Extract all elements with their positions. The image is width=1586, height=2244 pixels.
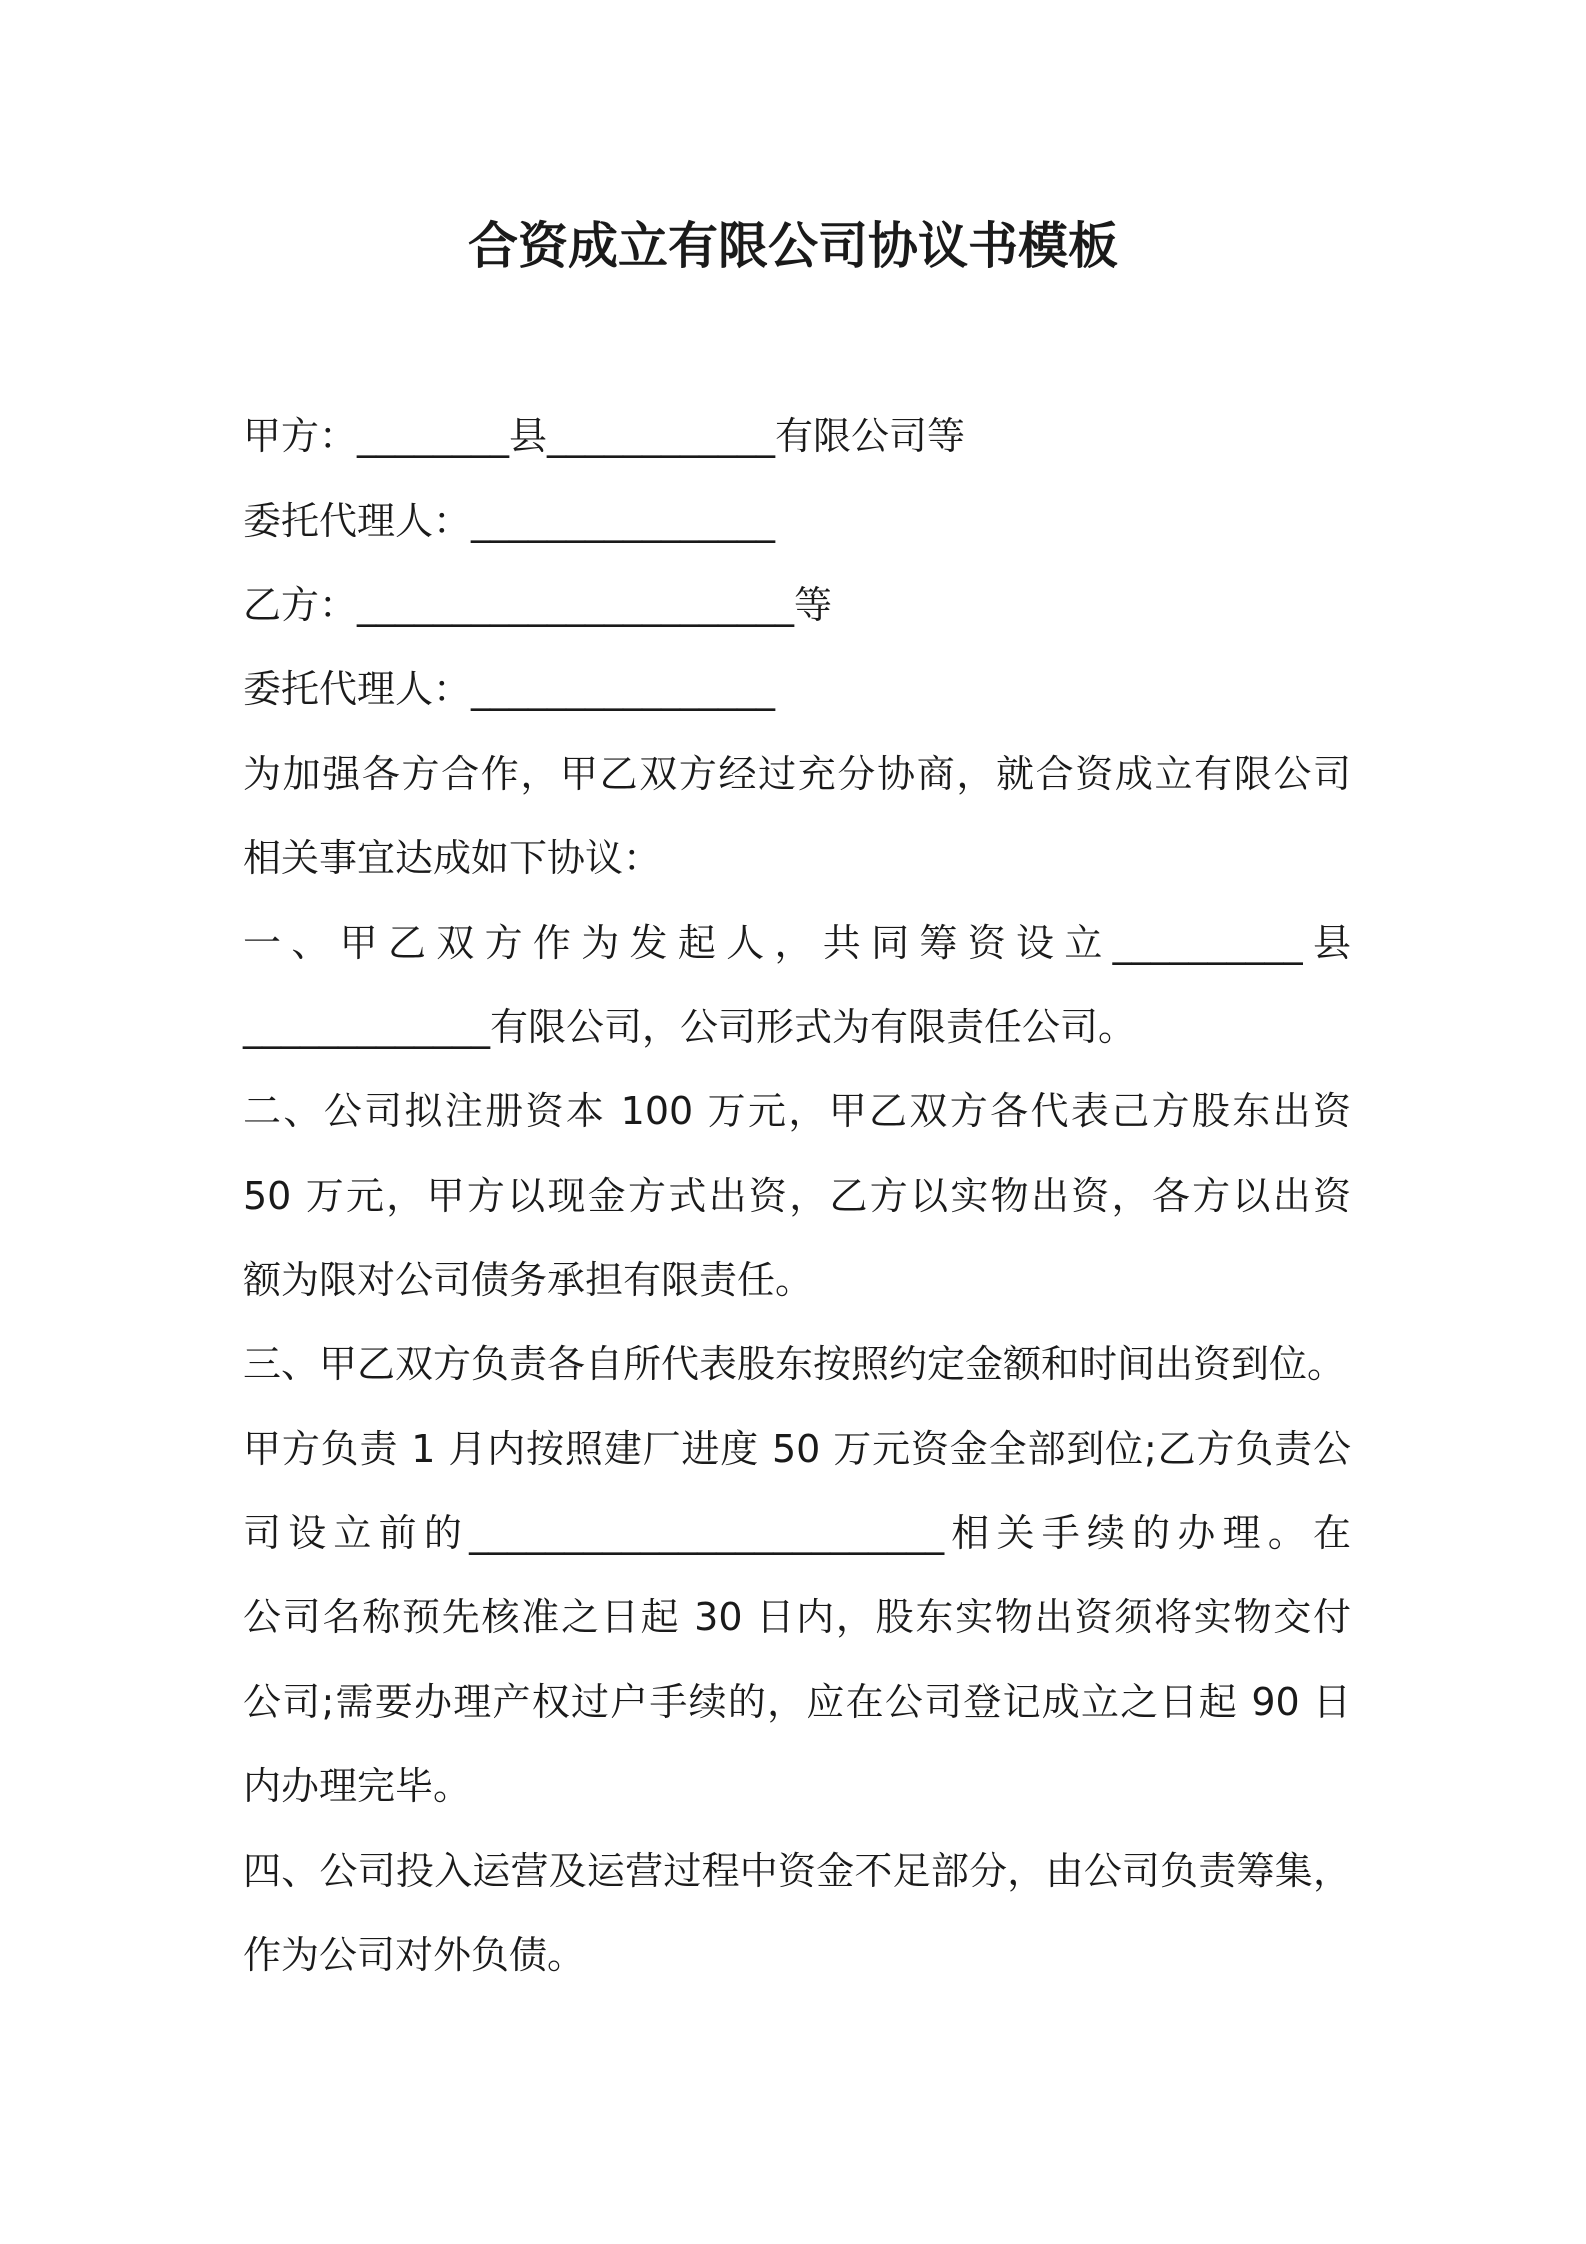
party-b-line: 乙方：_______________________等 [243,583,833,627]
clause-2-line-1: 二、公司拟注册资本 100 万元，甲乙双方各代表己方股东出资 [243,1089,1351,1133]
clause-1-line-2: _____________有限公司，公司形式为有限责任公司。 [243,1005,1137,1049]
clause-3-line-4: 公司名称预先核准之日起 30 日内，股东实物出资须将实物交付 [243,1595,1351,1639]
clause-2-line-2: 50 万元，甲方以现金方式出资，乙方以实物出资，各方以出资 [243,1174,1351,1218]
clause-4-line-2: 作为公司对外负债。 [243,1933,586,1977]
clause-4-line-1: 四、公司投入运营及运营过程中资金不足部分，由公司负责筹集， [243,1849,1351,1893]
clause-2-line-3: 额为限对公司债务承担有限责任。 [243,1258,814,1302]
intro-line-1: 为加强各方合作，甲乙双方经过充分协商，就合资成立有限公司 [243,752,1351,796]
party-a-line: 甲方：________县____________有限公司等 [243,414,966,458]
clause-3-line-1: 三、甲乙双方负责各自所代表股东按照约定金额和时间出资到位。 [243,1342,1346,1386]
clause-3-line-6: 内办理完毕。 [243,1764,472,1808]
party-a-agent-line: 委托代理人：________________ [243,499,776,543]
clause-1-line-1: 一、甲乙双方作为发起人，共同筹资设立__________县 [243,921,1351,965]
clause-3-line-3: 司设立前的_________________________相关手续的办理。在 [243,1511,1351,1555]
clause-3-line-5: 公司;需要办理产权过户手续的，应在公司登记成立之日起 90 日 [243,1680,1351,1724]
party-b-agent-line: 委托代理人：________________ [243,667,776,711]
intro-line-2: 相关事宜达成如下协议： [243,836,662,880]
document-title: 合资成立有限公司协议书模板 [468,217,1118,275]
clause-3-line-2: 甲方负责 1 月内按照建厂进度 50 万元资金全部到位;乙方负责公 [243,1427,1351,1471]
